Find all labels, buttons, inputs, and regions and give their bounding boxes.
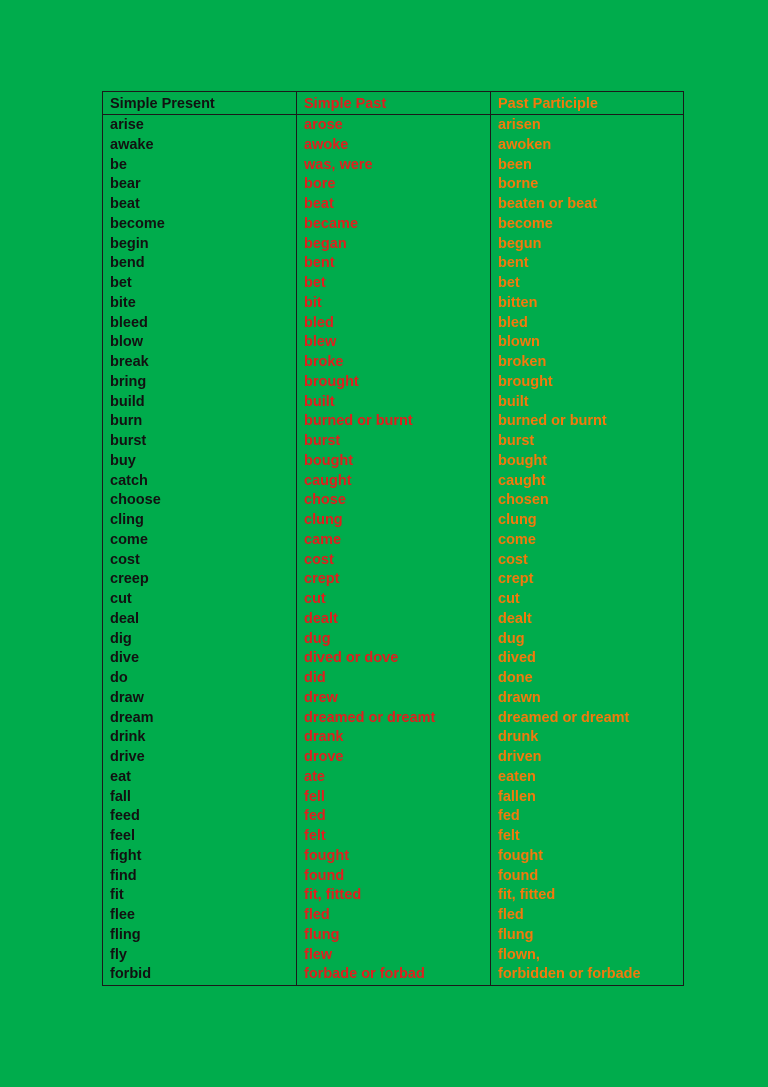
- simple-past-cell: was, were: [304, 156, 373, 173]
- past-participle-cell: forbidden or forbade: [498, 966, 641, 983]
- simple-present-cell: fly: [110, 946, 127, 963]
- simple-present-cell: fight: [110, 847, 142, 864]
- simple-present-cell: buy: [110, 452, 136, 469]
- past-participle-cell: built: [498, 393, 529, 410]
- past-participle-cell: flung: [498, 926, 534, 943]
- simple-past-cell: became: [304, 215, 359, 232]
- past-participle-cell: dreamed or dreamt: [498, 709, 630, 726]
- simple-past-cell: found: [304, 867, 345, 884]
- past-participle-cell: arisen: [498, 117, 541, 133]
- simple-past-cell: awoke: [304, 136, 349, 153]
- past-participle-cell: drawn: [498, 689, 541, 706]
- past-participle-cell: dived: [498, 650, 536, 667]
- simple-past-cell: cut: [304, 591, 326, 607]
- simple-present-cell: be: [110, 156, 127, 173]
- past-participle-cell: fed: [498, 808, 520, 825]
- simple-past-cell: fought: [304, 847, 350, 864]
- simple-past-cell: fed: [304, 808, 326, 825]
- past-participle-cell: broken: [498, 354, 547, 370]
- simple-past-cell: clung: [304, 512, 343, 528]
- column-past-participle: [491, 115, 683, 985]
- simple-past-cell: burned or burnt: [304, 413, 413, 430]
- past-participle-cell: begun: [498, 235, 542, 252]
- simple-past-cell: fled: [304, 907, 330, 923]
- past-participle-cell: bent: [498, 255, 529, 272]
- simple-past-cell: fell: [304, 788, 325, 805]
- simple-present-cell: cut: [110, 591, 132, 607]
- simple-past-cell: bought: [304, 452, 354, 469]
- simple-present-cell: burst: [110, 433, 147, 449]
- simple-present-cell: deal: [110, 610, 140, 627]
- simple-past-cell: dived or dove: [304, 650, 399, 667]
- simple-past-cell: bent: [304, 255, 335, 272]
- simple-past-cell: came: [304, 531, 342, 548]
- simple-present-cell: dream: [110, 709, 154, 726]
- past-participle-cell: brought: [498, 373, 553, 390]
- simple-past-cell: chose: [304, 492, 346, 509]
- past-participle-cell: bet: [498, 275, 520, 291]
- simple-present-cell: catch: [110, 472, 148, 489]
- simple-present-cell: dig: [110, 630, 132, 647]
- simple-present-cell: arise: [110, 117, 144, 133]
- simple-past-cell: cost: [304, 551, 334, 568]
- simple-past-cell: arose: [304, 117, 343, 133]
- simple-past-cell: drove: [304, 749, 344, 765]
- past-participle-cell: borne: [498, 176, 539, 193]
- past-participle-cell: cut: [498, 591, 520, 607]
- past-participle-cell: fit, fitted: [498, 887, 556, 904]
- simple-present-cell: begin: [110, 235, 149, 252]
- simple-past-cell: beat: [304, 196, 334, 212]
- column-simple-past: [297, 115, 491, 985]
- simple-present-cell: fling: [110, 926, 141, 943]
- simple-present-cell: cost: [110, 551, 140, 568]
- simple-past-cell: began: [304, 235, 347, 252]
- simple-present-cell: feel: [110, 828, 135, 844]
- header-past-participle: Past Participle: [498, 96, 598, 112]
- past-participle-cell: been: [498, 156, 532, 173]
- simple-past-cell: drank: [304, 729, 344, 746]
- past-participle-cell: bitten: [498, 294, 538, 311]
- past-participle-cell: awoken: [498, 136, 552, 153]
- simple-present-cell: cling: [110, 512, 144, 528]
- simple-present-cell: feed: [110, 808, 140, 825]
- header-simple-past: Simple Past: [297, 92, 491, 114]
- simple-past-cell: bled: [304, 314, 334, 331]
- past-participle-cell: driven: [498, 749, 542, 765]
- verb-table: [102, 91, 684, 986]
- past-participle-cell: bought: [498, 452, 548, 469]
- simple-present-cell: bend: [110, 255, 145, 272]
- simple-present-cell: find: [110, 867, 137, 884]
- simple-present-cell: fit: [110, 887, 124, 904]
- past-participle-cell: caught: [498, 472, 546, 489]
- simple-past-cell: bit: [304, 294, 322, 311]
- simple-past-cell: dug: [304, 630, 331, 647]
- simple-present-cell: eat: [110, 768, 131, 785]
- simple-present-cell: break: [110, 354, 149, 370]
- simple-present-cell: bear: [110, 176, 141, 193]
- past-participle-cell: bled: [498, 314, 528, 331]
- simple-past-cell: fit, fitted: [304, 887, 362, 904]
- simple-present-cell: come: [110, 531, 148, 548]
- simple-present-cell: bet: [110, 275, 132, 291]
- table-header-row: [103, 92, 683, 115]
- simple-past-cell: dreamed or dreamt: [304, 709, 436, 726]
- past-participle-cell: fallen: [498, 788, 536, 805]
- header-simple-present: Simple Present: [103, 92, 297, 114]
- simple-past-cell: ate: [304, 768, 325, 785]
- simple-past-cell: broke: [304, 354, 344, 370]
- simple-present-cell: draw: [110, 689, 144, 706]
- past-participle-list: [491, 115, 683, 985]
- past-participle-cell: fled: [498, 907, 524, 923]
- simple-past-cell: dealt: [304, 610, 338, 627]
- simple-present-list: [103, 115, 296, 985]
- simple-past-list: [297, 115, 490, 985]
- past-participle-cell: flown,: [498, 946, 540, 963]
- past-participle-cell: dug: [498, 630, 525, 647]
- past-participle-cell: crept: [498, 571, 534, 588]
- simple-present-cell: become: [110, 215, 165, 232]
- simple-present-cell: burn: [110, 413, 143, 430]
- simple-past-cell: flung: [304, 926, 340, 943]
- simple-present-cell: do: [110, 670, 128, 686]
- past-participle-cell: beaten or beat: [498, 196, 598, 212]
- simple-past-cell: bet: [304, 275, 326, 291]
- simple-present-cell: creep: [110, 571, 149, 588]
- table-body-row: [103, 115, 683, 985]
- simple-past-cell: burst: [304, 433, 341, 449]
- past-participle-cell: found: [498, 867, 539, 884]
- simple-present-cell: bleed: [110, 314, 148, 331]
- simple-present-cell: fall: [110, 788, 131, 805]
- past-participle-cell: clung: [498, 512, 537, 528]
- simple-present-cell: flee: [110, 907, 135, 923]
- past-participle-cell: come: [498, 531, 536, 548]
- simple-past-cell: caught: [304, 472, 352, 489]
- simple-present-cell: dive: [110, 650, 140, 667]
- past-participle-cell: felt: [498, 828, 520, 844]
- column-simple-present: [103, 115, 297, 985]
- simple-past-cell: crept: [304, 571, 340, 588]
- past-participle-cell: dealt: [498, 610, 532, 627]
- simple-past-cell: did: [304, 670, 326, 686]
- simple-past-cell: forbade or forbad: [304, 966, 425, 983]
- simple-past-cell: drew: [304, 689, 338, 706]
- past-participle-cell: burst: [498, 433, 535, 449]
- simple-past-cell: brought: [304, 373, 359, 390]
- past-participle-cell: eaten: [498, 768, 536, 785]
- past-participle-cell: burned or burnt: [498, 413, 607, 430]
- simple-present-cell: build: [110, 393, 145, 410]
- simple-present-cell: forbid: [110, 966, 152, 983]
- past-participle-cell: fought: [498, 847, 544, 864]
- simple-present-cell: bite: [110, 294, 136, 311]
- simple-past-cell: bore: [304, 176, 336, 193]
- past-participle-cell: cost: [498, 551, 528, 568]
- simple-present-cell: beat: [110, 196, 140, 212]
- simple-present-cell: bring: [110, 373, 147, 390]
- simple-past-cell: flew: [304, 946, 333, 963]
- simple-past-cell: built: [304, 393, 335, 410]
- simple-present-cell: blow: [110, 334, 144, 351]
- simple-present-cell: drink: [110, 729, 146, 746]
- past-participle-cell: chosen: [498, 492, 549, 509]
- past-participle-cell: become: [498, 215, 553, 232]
- simple-present-cell: drive: [110, 749, 145, 765]
- simple-present-cell: awake: [110, 136, 154, 153]
- simple-past-cell: felt: [304, 828, 326, 844]
- simple-past-cell: blew: [304, 334, 337, 351]
- past-participle-cell: drunk: [498, 729, 539, 746]
- simple-present-cell: choose: [110, 492, 161, 509]
- past-participle-cell: blown: [498, 334, 540, 351]
- past-participle-cell: done: [498, 670, 533, 686]
